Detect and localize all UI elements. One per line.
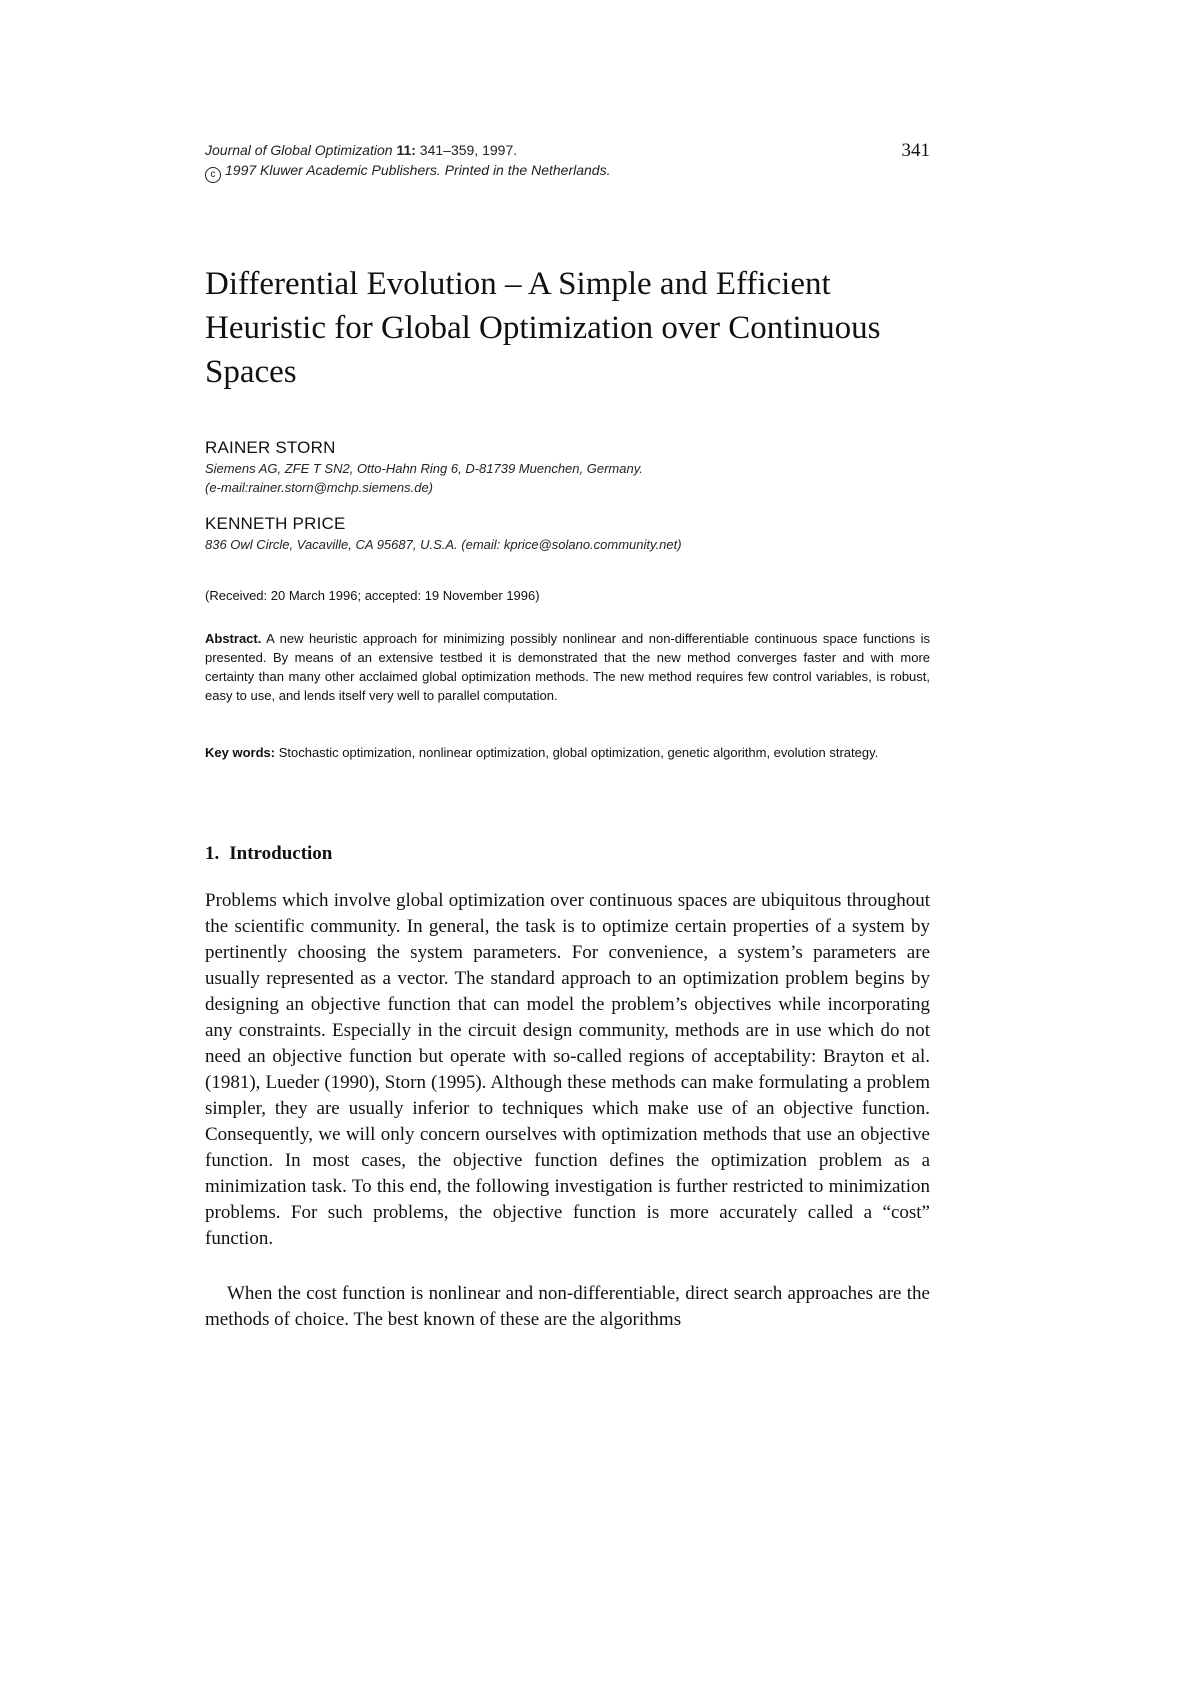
citation-line [205,140,930,160]
author-block [205,437,945,497]
author-email: (e-mail:rainer.storn@mchp.siemens.de) [205,480,434,495]
journal-volume: 11: [396,142,416,158]
keywords-label: Key words: [205,745,276,760]
section-title: Introduction [229,843,333,864]
copyright-text: 1997 Kluwer Academic Publishers. Printed in the Netherlands. [225,162,611,178]
body-paragraph: When the cost function is nonlinear and non-differentiable, direct search approaches are the methods of choice. The best known of these are the algorithms [205,1283,930,1330]
copyright-line [205,160,930,183]
author-affiliation: 836 Owl Circle, Vacaville, CA 95687, U.S.A. (email: kprice@solano.community.net) [205,537,682,552]
abstract-text: A new heuristic approach for minimizing possibly nonlinear and non-differentiable continuous space functions is presented. By means of an extensive testbed it is demonstrated that the new method converges faster and with more certainty than many other acclaimed global optimization methods. The new method requires few control variables, is robust, easy to use, and lends itself very well to parallel computation. [205,631,930,703]
author-block [205,513,945,554]
section-heading [205,843,332,865]
keywords [205,743,930,762]
abstract [205,629,930,705]
journal-name: Journal of Global Optimization [205,142,393,158]
journal-pages: 341–359, 1997. [419,142,518,158]
author-name: KENNETH PRICE [205,514,346,533]
paper-title: Differential Evolution – A Simple and Efficient Heuristic for Global Optimization over Continuous Spaces [205,266,881,390]
section-number: 1. [205,843,220,864]
copyright-icon: c [205,167,221,183]
keywords-text: Stochastic optimization, nonlinear optimization, global optimization, genetic algorithm, evolution strategy. [278,745,879,760]
received-dates: (Received: 20 March 1996; accepted: 19 November 1996) [205,588,540,603]
abstract-label: Abstract. [205,631,262,646]
body-paragraph: Problems which involve global optimization over continuous spaces are ubiquitous throughout the scientific community. In general, the task is to optimize certain properties of a system by pertinently choosing the system parameters. For convenience, a system’s parameters are usually represented as a vector. The standard approach to an optimization problem begins by designing an objective function that can model the problem’s objectives while incorporating any constraints. Especially in the circuit design community, methods are in use which do not need an objective function but operate with so-called regions of acceptability: Brayton et al. (1981), Lueder (1990), Storn (1995). Although these methods can make formulating a problem simpler, they are usually inferior to techniques which make use of an objective function. Consequently, we will only concern ourselves with optimization methods that use an objective function. In most cases, the objective function defines the optimization problem as a minimization task. To this end, the following investigation is further restricted to minimization problems. For such problems, the objective function is more accurately called a “cost” function. [205,890,930,1249]
page-number: 341 [901,140,930,161]
running-header [205,140,930,183]
author-name: RAINER STORN [205,438,336,457]
author-affiliation: Siemens AG, ZFE T SN2, Otto-Hahn Ring 6, D-81739 Muenchen, Germany. [205,461,643,476]
